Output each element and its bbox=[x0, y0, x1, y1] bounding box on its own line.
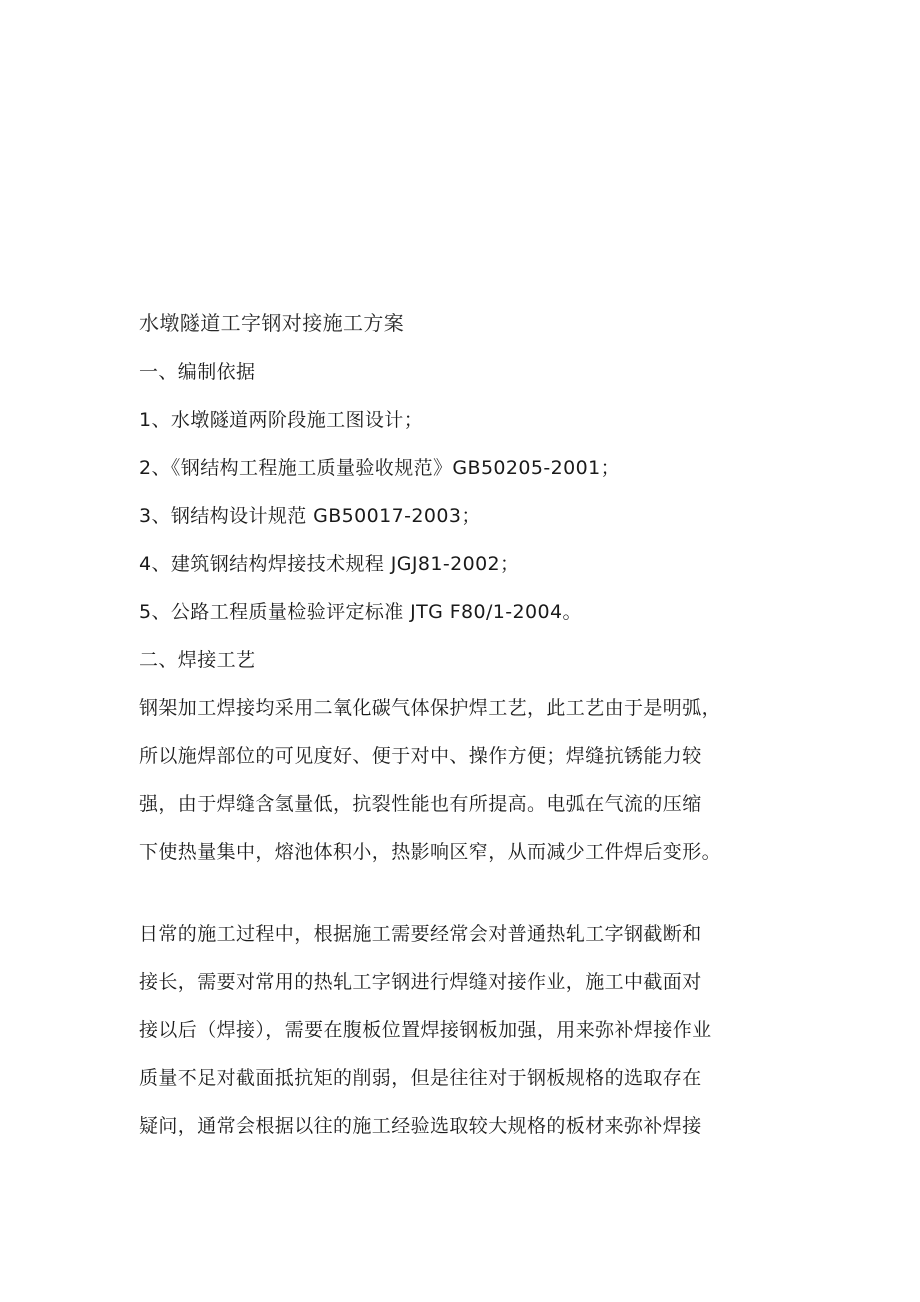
document-title: 水墩隧道工字钢对接施工方案 bbox=[139, 311, 405, 335]
reference-list bbox=[139, 408, 789, 624]
reference-item: 2、《钢结构工程施工质量验收规范》GB50205-2001； bbox=[139, 457, 620, 479]
reference-item: 1、水墩隧道两阶段施工图设计； bbox=[139, 409, 424, 431]
paragraph-line: 钢架加工焊接均采用二氧化碳气体保护焊工艺，此工艺由于是明弧， bbox=[139, 697, 722, 719]
paragraph-construction-practice bbox=[139, 922, 789, 1138]
paragraph-line: 接长，需要对常用的热轧工字钢进行焊缝对接作业，施工中截面对 bbox=[139, 971, 702, 993]
paragraph-line: 所以施焊部位的可见度好、便于对中、操作方便；焊缝抗锈能力较 bbox=[139, 745, 702, 767]
paragraph-line: 强，由于焊缝含氢量低，抗裂性能也有所提高。电弧在气流的压缩 bbox=[139, 793, 702, 815]
paragraph-line: 疑问，通常会根据以往的施工经验选取较大规格的板材来弥补焊接 bbox=[139, 1115, 702, 1137]
paragraph-line: 接以后（焊接），需要在腹板位置焊接钢板加强，用来弥补焊接作业 bbox=[139, 1019, 712, 1041]
section-heading-basis: 一、编制依据 bbox=[139, 361, 256, 383]
paragraph-welding-process bbox=[139, 696, 789, 864]
reference-item: 5、公路工程质量检验评定标准 JTG F80/1-2004。 bbox=[139, 601, 582, 623]
paragraph-spacer bbox=[139, 888, 789, 922]
section-heading-welding: 二、焊接工艺 bbox=[139, 649, 256, 671]
document-body bbox=[139, 310, 789, 1162]
paragraph-line: 下使热量集中，熔池体积小，热影响区窄，从而减少工件焊后变形。 bbox=[139, 841, 722, 863]
reference-item: 4、建筑钢结构焊接技术规程 JGJ81-2002； bbox=[139, 553, 520, 575]
paragraph-line: 日常的施工过程中，根据施工需要经常会对普通热轧工字钢截断和 bbox=[139, 923, 702, 945]
paragraph-line: 质量不足对截面抵抗矩的削弱，但是往往对于钢板规格的选取存在 bbox=[139, 1067, 702, 1089]
reference-item: 3、钢结构设计规范 GB50017-2003； bbox=[139, 505, 481, 527]
